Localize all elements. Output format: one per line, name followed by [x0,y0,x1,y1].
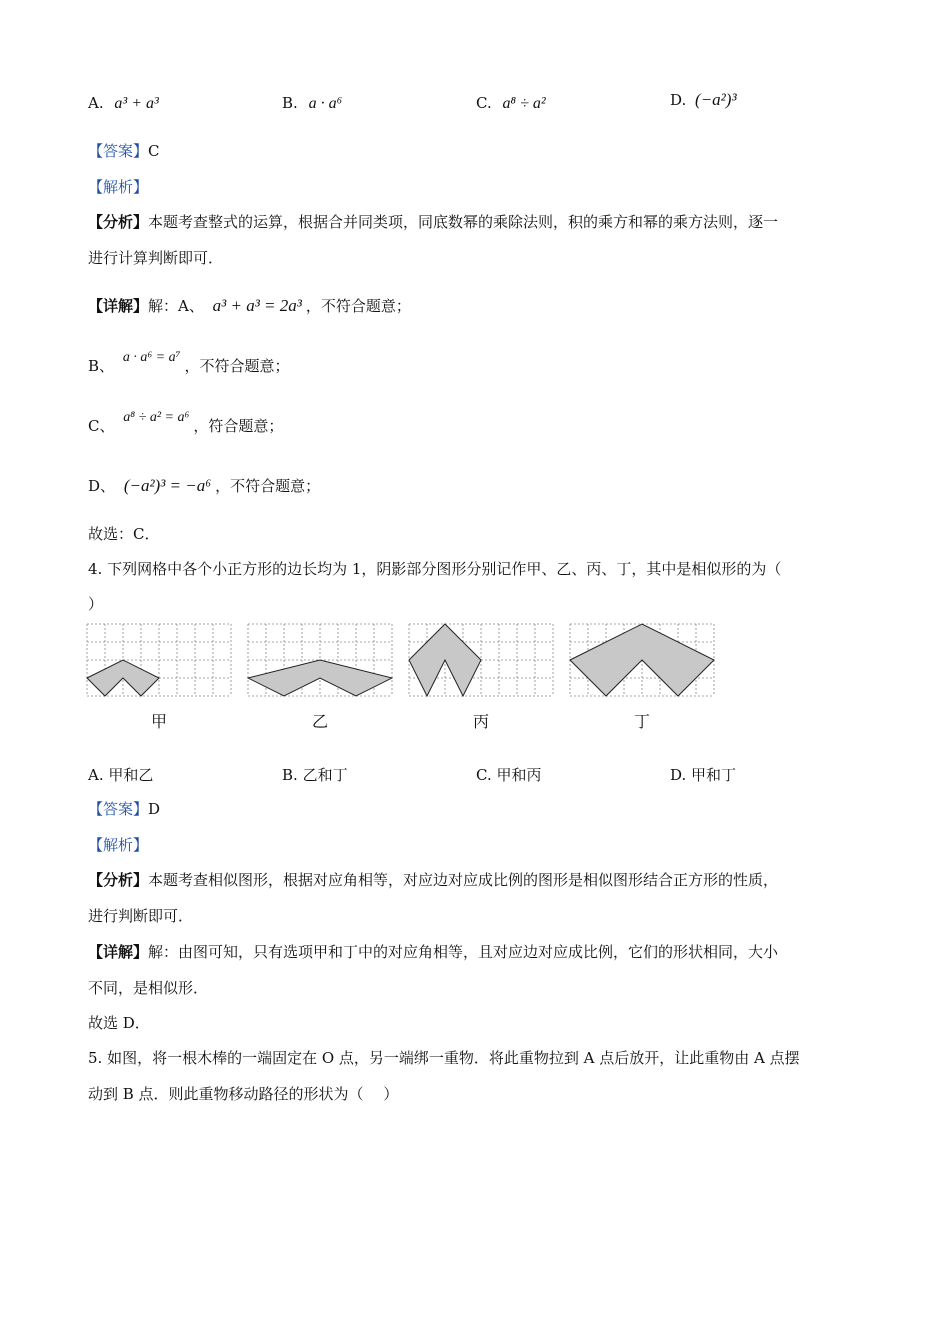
option-text: 甲和丁 [691,766,737,784]
detail-tag: 【详解】 [88,297,149,315]
q3-option-b [282,94,342,113]
q4-detail-line1 [88,942,778,962]
option-letter: A. [88,766,104,784]
q3-option-a [88,94,159,113]
detail-prefix: C、 [88,417,115,435]
analysis-tag: 【分析】 [88,213,149,231]
answer-value: C [148,142,160,160]
q3-detail-d [88,476,320,496]
detail-expr: (−a²)³ = −a⁶ [123,476,212,495]
option-letter: B. [282,94,298,112]
q3-jiexi-tag: 【解析】 [88,178,149,196]
detail-prefix: D、 [88,477,116,495]
detail-expr: a⁸ ÷ a² = a⁶ [123,410,190,425]
q4-option-a [88,764,153,785]
q3-conclusion: 故选：C． [88,525,160,543]
option-letter: B. [282,766,298,784]
q4-jiexi-tag: 【解析】 [88,836,149,854]
detail-suffix: ，不符合题意； [184,357,290,375]
q4-analysis-line1 [88,870,778,890]
shape-jia [87,660,159,696]
answer-tag: 【答案】 [88,800,149,818]
answer-value: D [148,800,161,818]
answer-tag: 【答案】 [88,142,149,160]
detail-text: 解：由图可知，只有选项甲和丁中的对应角相等，且对应边对应成比例，它们的形状相同，大小 [148,943,779,961]
q4-answer [88,799,160,819]
q3-detail-a [88,296,411,316]
figure-label-yi: 乙 [312,712,329,731]
q3-analysis-line2: 进行计算判断即可． [88,249,224,267]
q4-conclusion: 故选 D． [88,1014,150,1032]
q4-option-b [282,764,348,785]
option-letter: C. [476,94,492,112]
q3-detail-b [88,350,290,378]
figure-label-ding: 丁 [634,712,651,731]
analysis-tag: 【分析】 [88,871,149,889]
option-text: 乙和丁 [302,766,348,784]
option-letter: D. [670,766,687,784]
analysis-text: 本题考查整式的运算，根据合并同类项，同底数幂的乘除法则，积的乘方和幂的乘方法则，逐一 [148,213,779,231]
option-letter: D. [670,91,687,109]
figure-label-jia: 甲 [151,712,168,731]
q3-detail-c [88,410,284,438]
option-text: 甲和丙 [496,766,542,784]
grid-figure-ding [569,622,715,698]
figure-label-bing: 丙 [473,712,490,731]
detail-prefix: B、 [88,357,115,375]
grid-figure-jia [86,622,232,698]
option-expr: a³ + a³ [114,95,159,112]
q3-analysis-line1 [88,212,778,232]
shape-yi [248,660,392,696]
q4-analysis-line2: 进行判断即可． [88,907,194,925]
q3-option-d [670,90,737,110]
detail-tag: 【详解】 [88,943,149,961]
q5-stem-line2: 动到 B 点．则此重物移动路径的形状为（ ） [88,1085,399,1103]
q4-stem-line1: 4. 下列网格中各个小正方形的边长均为 1，阴影部分图形分别记作甲、乙、丙、丁，其中是相似形的为（ [88,560,782,578]
q4-detail-line2: 不同，是相似形． [88,979,209,997]
option-expr: (−a²)³ [695,90,737,109]
detail-expr: a · a⁶ = a⁷ [122,350,181,365]
grid-figure-bing [408,622,554,698]
q5-stem-line1: 5. 如图，将一根木棒的一端固定在 O 点，另一端绑一重物．将此重物拉到 A 点后放开，让此重物由 A 点摆 [88,1049,800,1067]
detail-suffix: ，不符合题意； [305,297,411,315]
q4-option-c [476,764,542,785]
option-letter: A. [88,94,104,112]
detail-prefix: 解：A、 [148,297,204,315]
analysis-text: 本题考查相似图形，根据对应角相等，对应边对应成比例的图形是相似图形结合正方形的性质， [148,871,779,889]
detail-suffix: ，不符合题意； [215,477,321,495]
option-text: 甲和乙 [108,766,154,784]
q4-stem-line2: ） [88,595,104,613]
detail-suffix: ，符合题意； [193,417,284,435]
option-letter: C. [476,766,492,784]
grid-figure-yi [247,622,393,698]
q3-option-c [476,94,546,113]
option-expr: a · a⁶ [308,95,343,112]
option-expr: a⁸ ÷ a² [502,95,546,112]
q3-answer [88,141,160,161]
detail-expr: a³ + a³ = 2a³ [212,296,302,315]
q4-option-d [670,764,736,785]
